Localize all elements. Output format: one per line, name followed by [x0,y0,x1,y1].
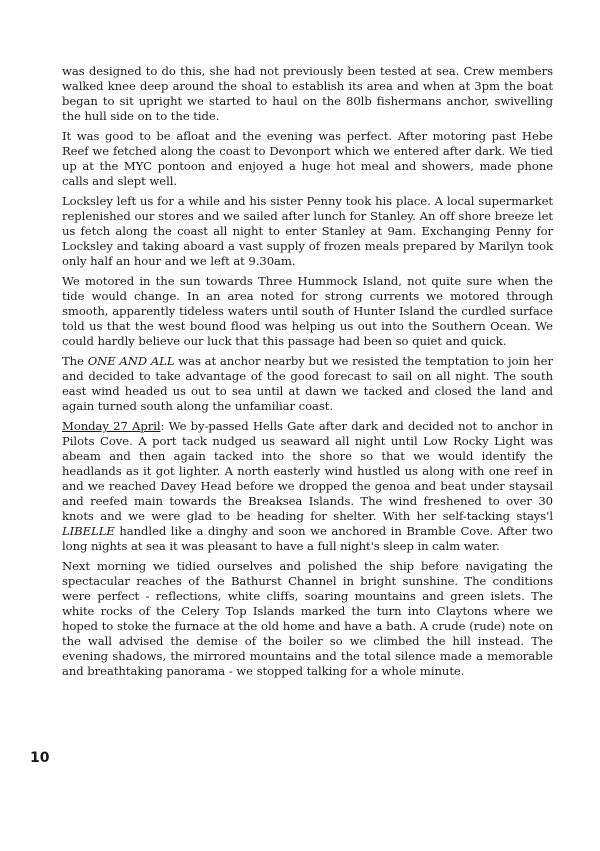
date-heading: Monday 27 April [62,419,161,433]
document-body [62,64,553,684]
page-number: 10 [30,750,50,766]
paragraph-stanley: Locksley left us for a while and his sister Penny took his place. A local supermarket replenished our stores and we sailed after lunch for Stanley. An off shore breeze let us fetch along the coast all night to enter Stanley at 9am. Exchanging Penny for Locksley and taking aboard a vast supply of frozen meals prepared by Marilyn took only half an hour and we left at 9.30am. [62,194,553,268]
paragraph-one-and-all [62,354,553,414]
boat-name-libelle: LIBELLE [62,524,115,538]
text-run: handled like a dinghy and soon we anchored in Bramble Cove. After two long nights at sea it was pleasant to have a full night's sleep in calm water. [62,524,553,553]
paragraph-devonport: It was good to be afloat and the evening was perfect. After motoring past Hebe Reef we fetched along the coast to Devonport which we entered after dark. We tied up at the MYC pontoon and enjoyed a huge hot meal and showers, made phone calls and slept well. [62,129,553,188]
text-run: : We by-passed Hells Gate after dark and decided not to anchor in Pilots Cove. A port tack nudged us seaward all night until Low Rocky Light was abeam and then again tacked into the shore so that we would identify the headlands as it got lighter. A north easterly wind hustled us along with one reef in and we reached Davey Head before we dropped the genoa and beat under staysail and reefed main towards the Breaksea Islands. The wind freshened to over 30 knots and we were glad to be heading for shelter. With her self-tacking stays'l [62,419,553,523]
text-run: The [62,354,88,368]
paragraph-bathurst-channel: Next morning we tidied ourselves and polished the ship before navigating the spectacular reaches of the Bathurst Channel in bright sunshine. The conditions were perfect - reflections, white cliffs, soaring mountains and green islets. The white rocks of the Celery Top Islands marked the turn into Claytons where we hoped to stoke the furnace at the old home and have a bath. A crude (rude) note on the wall advised the demise of the boiler so we climbed the hill instead. The evening shadows, the mirrored mountains and the total silence made a memorable and breathtaking panorama - we stopped talking for a whole minute. [62,559,553,678]
text-run: was at anchor nearby but we resisted the temptation to join her and decided to take advantage of the good forecast to sail on all night. The south east wind headed us out to sea until at dawn we tacked and closed the land and again turned south along the unfamiliar coast. [62,354,553,413]
boat-name-one-and-all: ONE AND ALL [87,354,175,368]
paragraph-hunter-island: We motored in the sun towards Three Hummock Island, not quite sure when the tide would change. In an area noted for strong currents we motored through smooth, apparently tideless waters until south of Hunter Island the curdled surface told us that the west bound flood was helping us out into the Southern Ocean. We could hardly believe our luck that this passage had been so quiet and quick. [62,274,553,348]
paragraph-shoal: was designed to do this, she had not previously been tested at sea. Crew members walked knee deep around the shoal to establish its area and when at 3pm the boat began to sit upright we started to haul on the 80lb fishermans anchor, swivelling the hull side on to the tide. [62,64,553,123]
paragraph-monday-27-april [62,419,553,554]
